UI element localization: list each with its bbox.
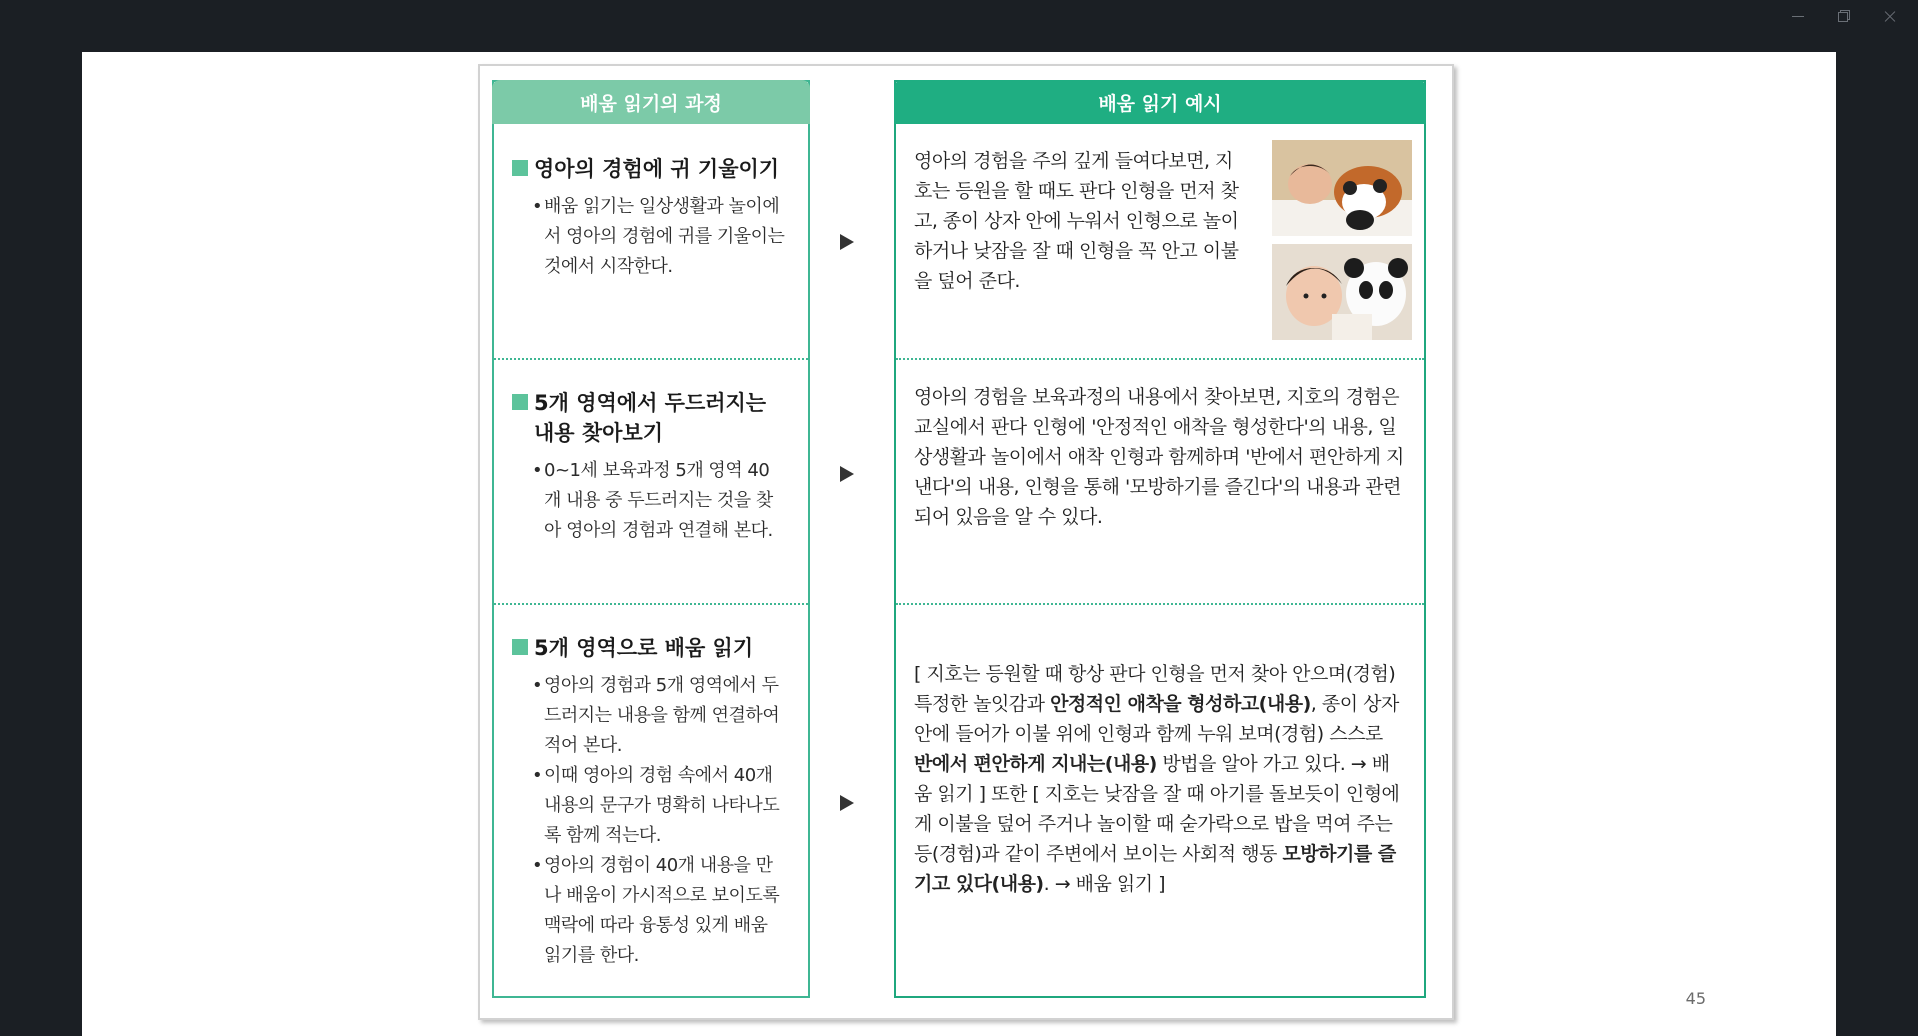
- example-text: 영아의 경험을 주의 깊게 들여다보면, 지호는 등원을 할 때도 판다 인형을 먼저 찾고, 종이 상자 안에 누워서 인형으로 놀이하거나 낮잠을 잘 때 인형을 꼭 안고 이불을 덮어 준다.: [914, 150, 1239, 292]
- window-controls: [1790, 8, 1898, 24]
- bullet-item: • 영아의 경험과 5개 영역에서 두드러지는 내용을 함께 연결하여 적어 본다.: [532, 671, 786, 761]
- step-bullets: [532, 192, 786, 282]
- restore-icon[interactable]: [1836, 8, 1852, 24]
- right-triangle-arrow-icon: [840, 795, 854, 811]
- bullet-item: • 배움 읽기는 일상생활과 놀이에서 영아의 경험에 귀를 기울이는 것에서 시작한다.: [532, 192, 786, 282]
- example-text-emphasis: 안정적인 애착을 형성하고(내용): [1050, 693, 1311, 715]
- example-row-2: [896, 358, 1424, 603]
- bullet-item: • 이때 영아의 경험 속에서 40개 내용의 문구가 명확히 나타나도록 함께 적는다.: [532, 761, 786, 851]
- step-title: 5개 영역에서 두드러지는 내용 찾아보기: [534, 391, 767, 445]
- example-column: [894, 80, 1426, 998]
- right-triangle-arrow-icon: [840, 466, 854, 482]
- example-text-emphasis: 반에서 편안하게 지내는(내용): [914, 753, 1157, 775]
- example-row-3: [896, 603, 1424, 998]
- example-text: [914, 659, 1404, 899]
- bullet-item: • 0~1세 보육과정 5개 영역 40개 내용 중 두드러지는 것을 찾아 영아의 경험과 연결해 본다.: [532, 456, 786, 546]
- step-title: 5개 영역으로 배움 읽기: [534, 636, 754, 660]
- page-number: 45: [1685, 989, 1706, 1008]
- presentation-slide: [82, 52, 1836, 1036]
- step-bullets: [532, 671, 786, 971]
- child-sleeping-with-panda-photo: [1272, 140, 1412, 236]
- step-title: 영아의 경험에 귀 기울이기: [534, 157, 780, 181]
- example-text-emphasis: 모방하기를 즐기고 있다(내용): [914, 843, 1396, 895]
- minimize-icon[interactable]: [1790, 8, 1806, 24]
- green-square-icon: [512, 160, 528, 176]
- step-bullets: [532, 456, 786, 546]
- green-square-icon: [512, 639, 528, 655]
- example-text: 영아의 경험을 보육과정의 내용에서 찾아보면, 지호의 경험은 교실에서 판다 인형에 '안정적인 애착을 형성한다'의 내용, 일상생활과 놀이에서 애착 인형과 함께하며 '반에서 편안하게 지낸다'의 내용, 인형을 통해 '모방하기를 즐긴다'의 내용과 관련되어 있음을 알 수 있다.: [914, 386, 1404, 528]
- process-step-1: [494, 126, 808, 358]
- child-with-panda-doll-photo: [1272, 244, 1412, 340]
- process-column: [492, 80, 810, 998]
- process-column-header: 배움 읽기의 과정: [492, 80, 810, 124]
- example-row-1: [896, 126, 1424, 358]
- process-step-3: [494, 603, 808, 998]
- right-triangle-arrow-icon: [840, 234, 854, 250]
- example-text-segment: [ 지호는 등원할 때 항상 판다 인형을 먼저 찾아 안으며(경험) 특정한 놀잇감과: [914, 663, 1396, 715]
- example-text-segment: , 종이 상자 안에 들어가 이불 위에 인형과 함께 누워 보며(경험) 스스로: [914, 693, 1399, 745]
- close-icon[interactable]: [1882, 8, 1898, 24]
- example-column-header: 배움 읽기 예시: [894, 80, 1426, 124]
- example-text-segment: . → 배움 읽기 ]: [1043, 873, 1166, 895]
- green-square-icon: [512, 394, 528, 410]
- example-text-segment: 방법을 알아 가고 있다. → 배움 읽기 ] 또한 [ 지호는 낮잠을 잘 때 아기를 돌보듯이 인형에게 이불을 덮어 주거나 놀이할 때 숟가락으로 밥을 먹여 주는 등(경험)과 같이 주변에서 보이는 사회적 행동: [914, 753, 1400, 865]
- learning-reading-figure: [478, 64, 1454, 1020]
- bullet-item: • 영아의 경험이 40개 내용을 만나 배움이 가시적으로 보이도록 맥락에 따라 융통성 있게 배움 읽기를 한다.: [532, 851, 786, 971]
- process-step-2: [494, 358, 808, 603]
